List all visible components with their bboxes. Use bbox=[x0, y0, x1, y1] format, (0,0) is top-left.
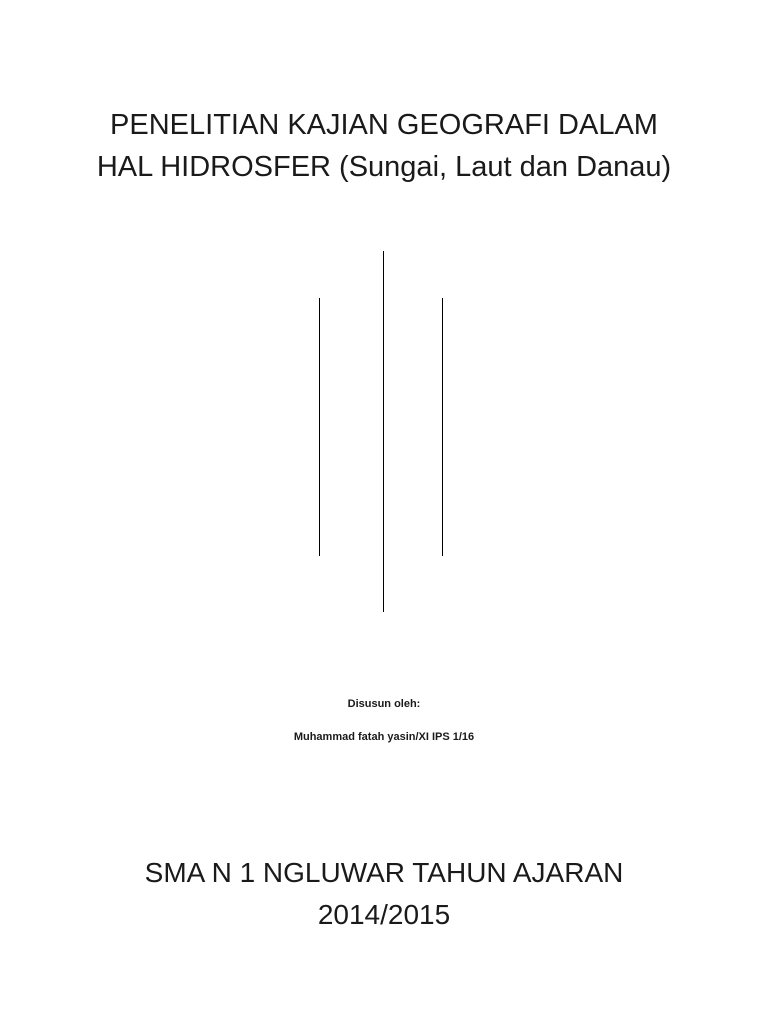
decorative-vertical-line-left bbox=[319, 298, 320, 556]
credit-label: Disusun oleh: bbox=[347, 698, 421, 710]
school-line-2: 2014/2015 bbox=[317, 899, 451, 930]
school-line-1: SMA N 1 NGLUWAR TAHUN AJARAN bbox=[144, 857, 624, 888]
document-title bbox=[0, 104, 768, 188]
decorative-vertical-line-center bbox=[383, 251, 384, 612]
decorative-vertical-line-right bbox=[442, 298, 443, 556]
author-name: Muhammad fatah yasin/XI IPS 1/16 bbox=[293, 731, 475, 743]
title-line-1: PENELITIAN KAJIAN GEOGRAFI DALAM bbox=[110, 109, 658, 141]
title-line-2: HAL HIDROSFER (Sungai, Laut dan Danau) bbox=[96, 151, 672, 183]
school-and-year bbox=[0, 852, 768, 936]
